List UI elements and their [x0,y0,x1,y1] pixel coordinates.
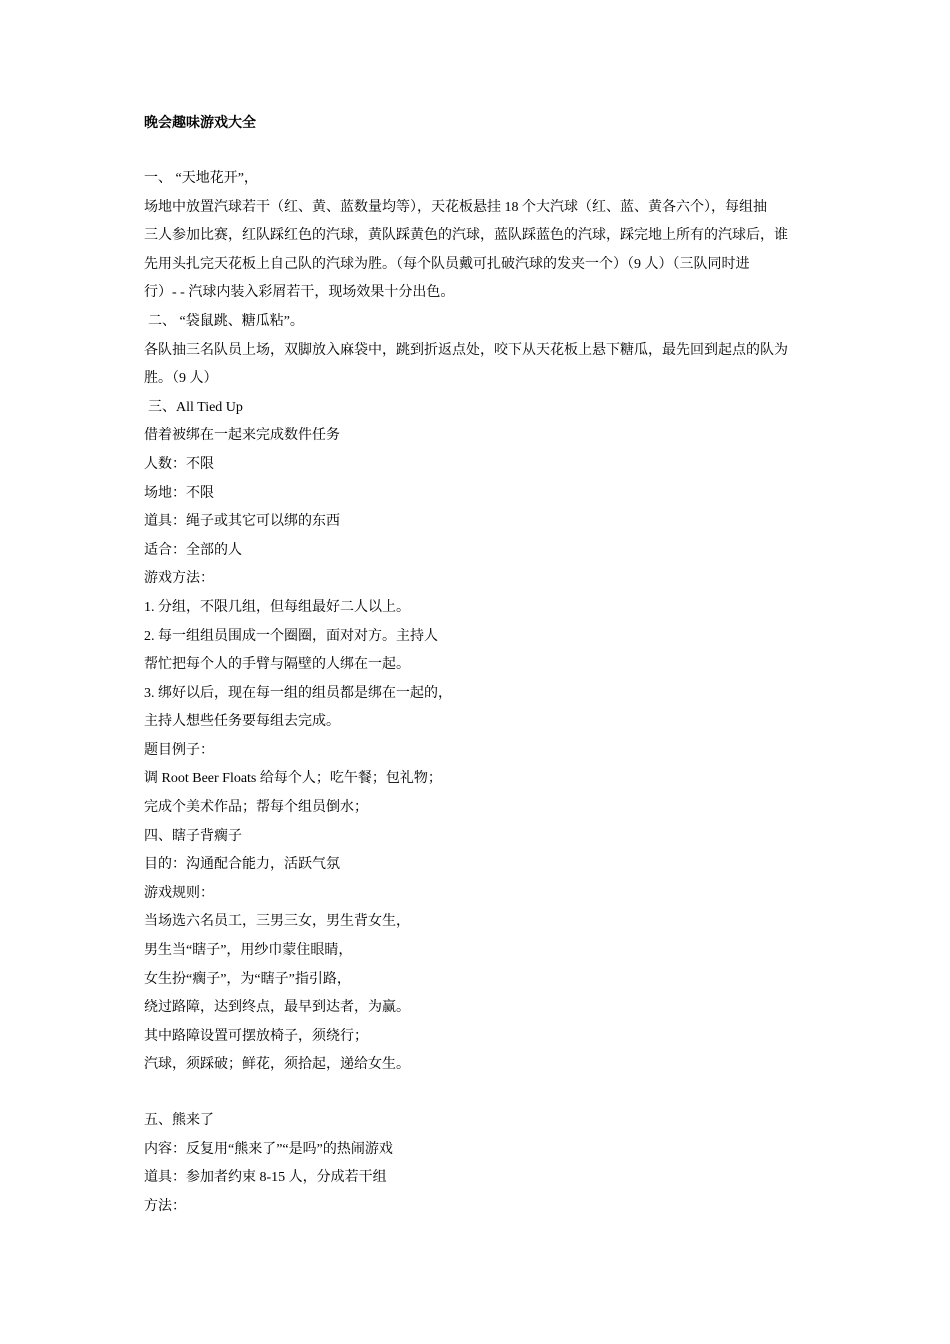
section-4-text: 绕过路障，达到终点，最早到达者，为赢。 [144,1000,410,1016]
section-3-text: 主持人想些任务要每组去完成。 [144,714,340,730]
section-3-text: 借着被绑在一起来完成数件任务 [144,428,340,444]
section-5-heading: 五、熊来了 [144,1113,214,1128]
section-3-text: 完成个美术作品；帮每个组员倒水； [144,800,368,816]
section-3-heading: 三、All Tied Up [148,399,243,415]
section-5-text: 方法： [144,1198,186,1214]
section-3-text: 场地：不限 [144,485,214,501]
section-4-text: 汽球，须踩破；鲜花，须拾起，递给女生。 [144,1057,410,1073]
section-4-text: 目的：沟通配合能力，活跃气氛 [144,857,340,873]
section-5-text: 内容：反复用“熊来了”“是吗”的热闹游戏 [144,1141,393,1157]
section-4-text: 游戏规则： [144,885,214,901]
spacer [144,138,808,165]
section-4-text: 其中路障设置可摆放椅子，须绕行； [144,1028,368,1044]
section-2-text: 胜。（9 人） [144,371,218,387]
document-page [144,110,808,1221]
section-4-heading: 四、瞎子背瘸子 [144,828,242,844]
section-3-text: 2. 每一组组员围成一个圈圈，面对对方。主持人 [144,628,438,644]
section-1-heading: 一、 “天地花开”， [144,171,258,186]
section-3-text: 适合：全部的人 [144,542,242,558]
section-1-text: 先用头扎完天花板上自己队的汽球为胜。（每个队员戴可扎破汽球的发夹一个）（9 人）（三队同时进 [144,256,750,272]
section-4-text: 当场选六名员工，三男三女，男生背女生， [144,914,410,930]
section-2-heading: 二、 “袋鼠跳、糖瓜粘”。 [148,313,304,329]
section-3-text: 帮忙把每个人的手臂与隔壁的人绑在一起。 [144,657,410,673]
document-title: 晚会趣味游戏大全 [144,116,256,131]
section-3-text: 游戏方法： [144,571,214,587]
section-3-text: 1. 分组，不限几组，但每组最好二人以上。 [144,599,410,615]
section-5-text: 道具：参加者约束 8-15 人，分成若干组 [144,1170,387,1186]
section-3-text: 3. 绑好以后，现在每一组的组员都是绑在一起的， [144,685,452,701]
section-1-text: 三人参加比赛，红队踩红色的汽球，黄队踩黄色的汽球，蓝队踩蓝色的汽球，踩完地上所有的汽球后，谁 [144,228,788,244]
section-4-text: 男生当“瞎子”，用纱巾蒙住眼睛， [144,943,353,959]
section-1-text: 场地中放置汽球若干（红、黄、蓝数量均等），天花板悬挂 18 个大汽球（红、蓝、黄各六个），每组抽 [144,199,767,215]
section-1-text: 行）- - 汽球内装入彩屑若干，现场效果十分出色。 [144,285,455,301]
section-3-text: 人数：不限 [144,456,214,472]
section-4-text: 女生扮“瘸子”，为“瞎子”指引路， [144,971,351,987]
section-3-text: 道具：绳子或其它可以绑的东西 [144,514,340,530]
section-3-text: 题目例子： [144,742,214,758]
spacer [144,1080,808,1107]
section-3-text: 调 Root Beer Floats 给每个人；吃午餐；包礼物； [144,771,442,787]
section-2-text: 各队抽三名队员上场，双脚放入麻袋中，跳到折返点处，咬下从天花板上悬下糖瓜，最先回到起点的队为 [144,342,788,358]
